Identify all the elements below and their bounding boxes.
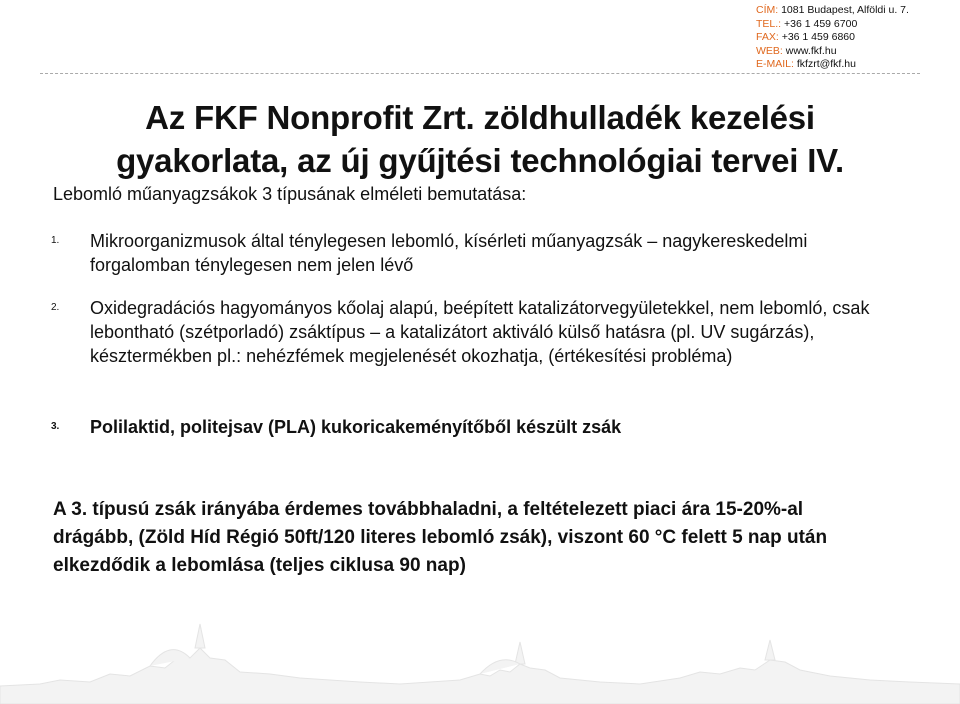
header-divider xyxy=(40,73,920,74)
list-item-text: Polilaktid, politejsav (PLA) kukoricakeményítőből készült zsák xyxy=(90,417,622,437)
contact-web: WEB: www.fkf.hu xyxy=(756,44,837,57)
conclusion-text: A 3. típusú zsák irányába érdemes továbbhaladni, a feltételezett piaci ára 15-20%-al drágább, (Zöld Híd Régió 50ft/120 literes lebomló zsák), viszont 60 °C felett 5 nap után elkezdődik a lebomlása (teljes ciklusa 90 nap) xyxy=(53,499,828,576)
list-number: 1. xyxy=(51,235,60,246)
list-item-text: Oxidegradációs hagyományos kőolaj alapú, beépített katalizátorvegyületekkel, nem lebomló, csak lebontható (szétporladó) zsáktípus – a katalizátort aktiváló külső hatásra (pl. UV sugárzás), késztermékben pl.: nehézfémek megjelenését okozhatja, (értékesítési probléma) xyxy=(90,298,870,366)
list-item-text: Mikroorganizmusok által ténylegesen lebomló, kísérleti műanyagzsák – nagykereskedelmi forgalomban ténylegesen nem jelen lévő xyxy=(90,231,808,275)
budapest-skyline-watermark xyxy=(0,594,960,704)
list-number: 2. xyxy=(51,302,60,313)
list-item-2 xyxy=(51,296,910,368)
subtitle: Lebomló műanyagzsákok 3 típusának elméleti bemutatása: xyxy=(53,184,527,204)
list-item-1 xyxy=(51,229,910,277)
contact-phone: TEL.: +36 1 459 6700 xyxy=(756,17,858,30)
list-number: 3. xyxy=(51,421,60,432)
contact-address: CÍM: 1081 Budapest, Alföldi u. 7. xyxy=(756,4,909,16)
contact-block xyxy=(756,4,909,72)
contact-fax: FAX: +36 1 459 6860 xyxy=(756,31,855,44)
title-line-1: Az FKF Nonprofit Zrt. zöldhulladék kezelési xyxy=(145,99,815,136)
page-title xyxy=(30,96,930,182)
contact-email: E-MAIL: fkfzrt@fkf.hu xyxy=(756,58,856,71)
title-line-2: gyakorlata, az új gyűjtési technológiai tervei IV. xyxy=(116,142,844,179)
list-item-3 xyxy=(51,415,910,439)
